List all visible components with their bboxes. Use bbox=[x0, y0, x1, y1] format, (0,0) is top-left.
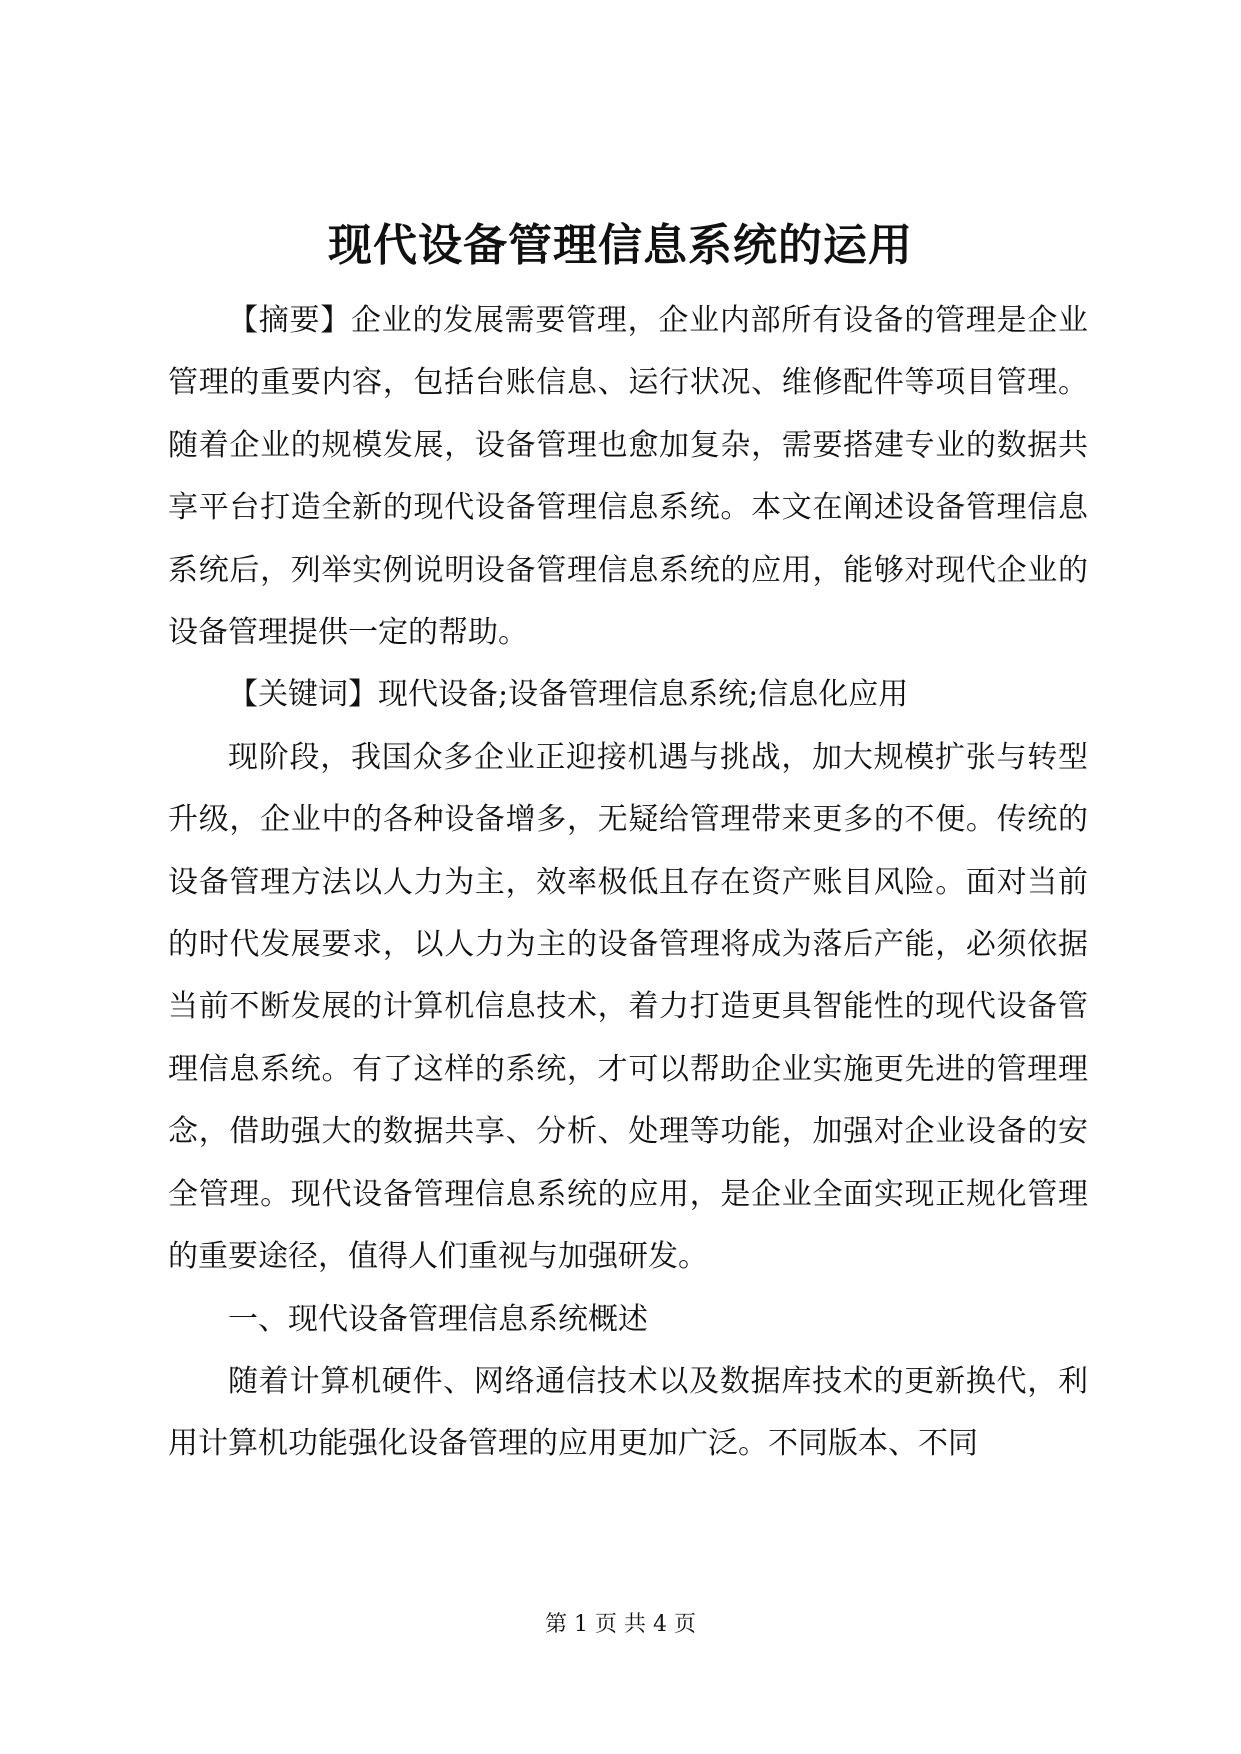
section-heading: 一、现代设备管理信息系统概述 bbox=[228, 1301, 648, 1337]
document-body bbox=[168, 290, 1088, 1476]
page-number-footer: 第 1 页 共 4 页 bbox=[545, 1612, 696, 1637]
keywords-paragraph: 【关键词】现代设备;设备管理信息系统;信息化应用 bbox=[228, 677, 909, 713]
section-paragraph: 随着计算机硬件、网络通信技术以及数据库技术的更新换代，利用计算机功能强化设备管理的应用更加广泛。不同版本、不同 bbox=[168, 1363, 1088, 1462]
document-title: 现代设备管理信息系统的运用 bbox=[328, 220, 913, 271]
intro-paragraph: 现阶段，我国众多企业正迎接机遇与挑战，加大规模扩张与转型升级，企业中的各种设备增多，无疑给管理带来更多的不便。传统的设备管理方法以人力为主，效率极低且存在资产账目风险。面对当前的时代发展要求，以人力为主的设备管理将成为落后产能，必须依据当前不断发展的计算机信息技术，着力打造更具智能性的现代设备管理信息系统。有了这样的系统，才可以帮助企业实施更先进的管理理念，借助强大的数据共享、分析、处理等功能，加强对企业设备的安全管理。现代设备管理信息系统的应用，是企业全面实现正规化管理的重要途径，值得人们重视与加强研发。 bbox=[168, 739, 1088, 1275]
abstract-paragraph: 【摘要】企业的发展需要管理，企业内部所有设备的管理是企业管理的重要内容，包括台账信息、运行状况、维修配件等项目管理。随着企业的规模发展，设备管理也愈加复杂，需要搭建专业的数据共享平台打造全新的现代设备管理信息系统。本文在阐述设备管理信息系统后，列举实例说明设备管理信息系统的应用，能够对现代企业的设备管理提供一定的帮助。 bbox=[168, 303, 1088, 651]
